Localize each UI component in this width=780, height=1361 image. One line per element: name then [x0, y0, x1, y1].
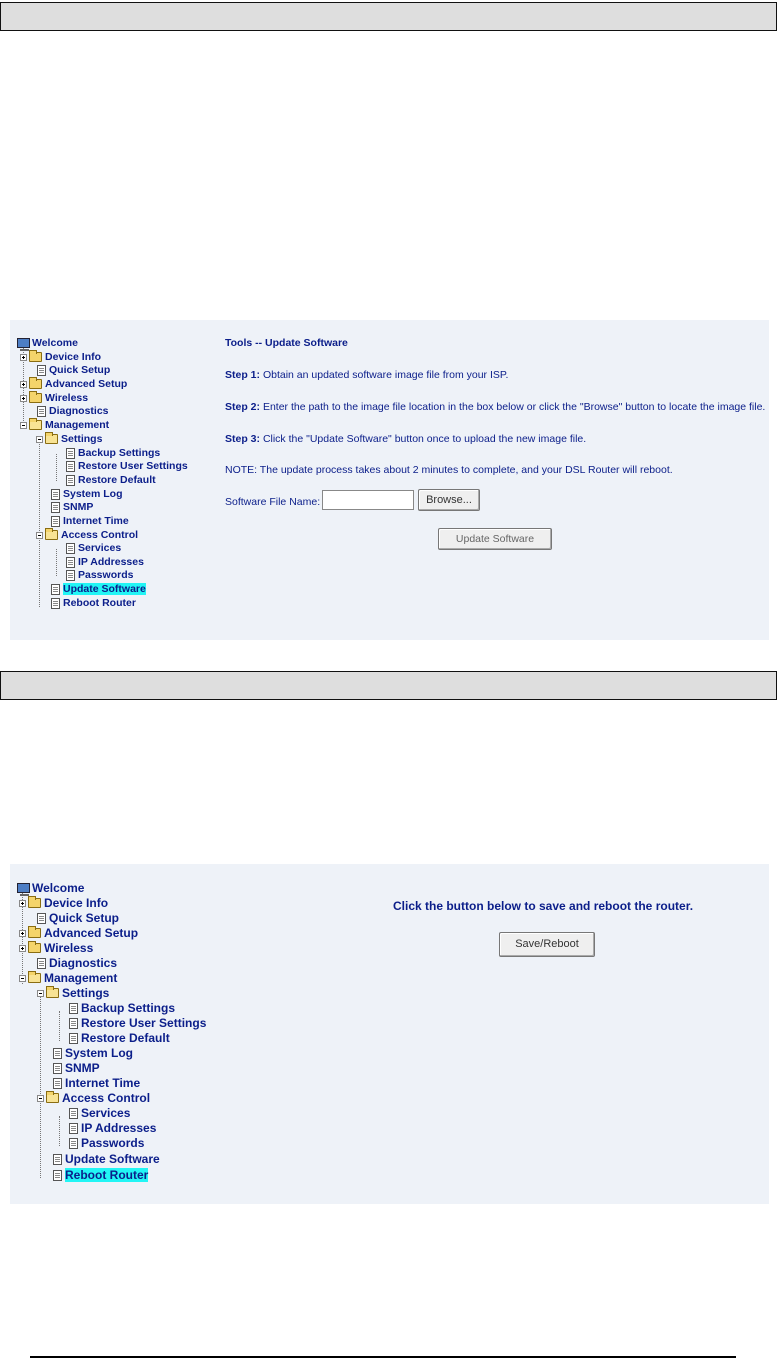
document-icon	[53, 1170, 62, 1181]
tree-item-snmp[interactable]: SNMP	[53, 1061, 100, 1075]
document-icon	[37, 913, 46, 924]
tree-item-services[interactable]: Services	[66, 542, 121, 554]
computer-icon	[17, 883, 30, 893]
document-icon	[66, 570, 75, 581]
document-icon	[66, 475, 75, 486]
tree-item-restore-default[interactable]: Restore Default	[69, 1031, 170, 1045]
document-icon	[53, 1048, 62, 1059]
document-icon	[53, 1063, 62, 1074]
document-icon	[37, 365, 46, 376]
folder-icon	[46, 1093, 59, 1103]
document-icon	[53, 1078, 62, 1089]
document-icon	[69, 1123, 78, 1134]
tree-item-restore-user-settings[interactable]: Restore User Settings	[69, 1016, 206, 1030]
tree-item-diagnostics[interactable]: Diagnostics	[37, 956, 117, 970]
document-icon	[66, 461, 75, 472]
tree-item-system-log[interactable]: System Log	[53, 1046, 133, 1060]
tree-item-update-software[interactable]: Update Software	[53, 1152, 160, 1166]
tree-item-snmp[interactable]: SNMP	[51, 501, 93, 513]
document-icon	[66, 557, 75, 568]
plus-box-icon[interactable]	[20, 354, 27, 361]
tree-item-internet-time[interactable]: Internet Time	[51, 515, 129, 527]
tree-item-quick-setup[interactable]: Quick Setup	[37, 364, 110, 376]
note-text: NOTE: The update process takes about 2 minutes to complete, and your DSL Router will reboot.	[225, 464, 673, 476]
reboot-instruction: Click the button below to save and reboot the router.	[393, 899, 694, 913]
tree-item-management[interactable]: Management	[19, 971, 117, 985]
tree-item-access-control[interactable]: Access Control	[37, 1091, 150, 1105]
document-icon	[69, 1108, 78, 1119]
tree-item-update-software[interactable]: Update Software	[51, 583, 146, 595]
document-icon	[69, 1033, 78, 1044]
tree-item-passwords[interactable]: Passwords	[69, 1136, 144, 1150]
document-icon	[53, 1154, 62, 1165]
minus-box-icon[interactable]	[37, 1095, 44, 1102]
tree-item-wireless[interactable]: Wireless	[20, 392, 88, 404]
tree-item-ip-addresses[interactable]: IP Addresses	[69, 1121, 156, 1135]
software-file-label: Software File Name:	[225, 496, 321, 508]
tree-item-diagnostics[interactable]: Diagnostics	[37, 405, 109, 417]
folder-icon	[45, 530, 58, 540]
tree-item-device-info[interactable]: Device Info	[19, 896, 108, 910]
document-icon	[69, 1018, 78, 1029]
tree-item-management[interactable]: Management	[20, 419, 109, 431]
tree-item-wireless[interactable]: Wireless	[19, 941, 93, 955]
save-reboot-button[interactable]: Save/Reboot	[499, 932, 595, 957]
document-icon	[51, 584, 60, 595]
folder-icon	[46, 988, 59, 998]
browse-button[interactable]: Browse...	[418, 489, 480, 511]
tree-item-settings[interactable]: Settings	[37, 986, 109, 1000]
document-icon	[51, 516, 60, 527]
folder-icon	[29, 420, 42, 430]
plus-box-icon[interactable]	[20, 395, 27, 402]
tree-item-reboot-router[interactable]: Reboot Router	[53, 1168, 148, 1182]
folder-icon	[28, 943, 41, 953]
document-icon	[37, 406, 46, 417]
folder-icon	[45, 434, 58, 444]
footer-divider	[30, 1356, 736, 1358]
step-1: Step 1: Obtain an updated software image file from your ISP.	[225, 369, 509, 381]
plus-box-icon[interactable]	[19, 930, 26, 937]
document-icon	[66, 448, 75, 459]
document-icon	[37, 958, 46, 969]
page-title: Tools -- Update Software	[225, 337, 348, 349]
software-file-input[interactable]	[322, 490, 414, 510]
document-icon	[66, 543, 75, 554]
tree-item-reboot-router[interactable]: Reboot Router	[51, 597, 136, 609]
tree-item-advanced-setup[interactable]: Advanced Setup	[20, 378, 127, 390]
tree-item-restore-default[interactable]: Restore Default	[66, 474, 156, 486]
plus-box-icon[interactable]	[20, 381, 27, 388]
folder-icon	[28, 928, 41, 938]
folder-icon	[29, 379, 42, 389]
minus-box-icon[interactable]	[20, 422, 27, 429]
step-2: Step 2: Enter the path to the image file location in the box below or click the "Browse" button to locate the image file.	[225, 401, 766, 413]
folder-icon	[29, 352, 42, 362]
minus-box-icon[interactable]	[36, 532, 43, 539]
plus-box-icon[interactable]	[19, 945, 26, 952]
document-icon	[69, 1138, 78, 1149]
tree-item-advanced-setup[interactable]: Advanced Setup	[19, 926, 138, 940]
document-icon	[51, 598, 60, 609]
minus-box-icon[interactable]	[19, 975, 26, 982]
tree-item-backup-settings[interactable]: Backup Settings	[66, 447, 160, 459]
tree-item-device-info[interactable]: Device Info	[20, 351, 101, 363]
tree-item-welcome[interactable]: Welcome	[17, 337, 78, 349]
tree-item-restore-user-settings[interactable]: Restore User Settings	[66, 460, 188, 472]
step-3: Step 3: Click the "Update Software" button once to upload the new image file.	[225, 433, 587, 445]
document-icon	[51, 489, 60, 500]
section-header-bar-top	[0, 2, 777, 31]
minus-box-icon[interactable]	[37, 990, 44, 997]
tree-item-backup-settings[interactable]: Backup Settings	[69, 1001, 175, 1015]
tree-item-quick-setup[interactable]: Quick Setup	[37, 911, 119, 925]
section-header-bar-bottom	[0, 671, 777, 700]
tree-item-settings[interactable]: Settings	[36, 433, 102, 445]
tree-item-access-control[interactable]: Access Control	[36, 529, 138, 541]
minus-box-icon[interactable]	[36, 436, 43, 443]
document-icon	[51, 502, 60, 513]
tree-item-passwords[interactable]: Passwords	[66, 569, 133, 581]
tree-item-ip-addresses[interactable]: IP Addresses	[66, 556, 144, 568]
tree-item-services[interactable]: Services	[69, 1106, 130, 1120]
folder-icon	[29, 393, 42, 403]
tree-item-internet-time[interactable]: Internet Time	[53, 1076, 140, 1090]
folder-icon	[28, 973, 41, 983]
tree-item-system-log[interactable]: System Log	[51, 488, 123, 500]
update-software-button[interactable]: Update Software	[438, 528, 552, 550]
tree-item-welcome[interactable]: Welcome	[17, 881, 84, 895]
folder-icon	[28, 898, 41, 908]
document-icon	[69, 1003, 78, 1014]
computer-icon	[17, 338, 30, 348]
plus-box-icon[interactable]	[19, 900, 26, 907]
